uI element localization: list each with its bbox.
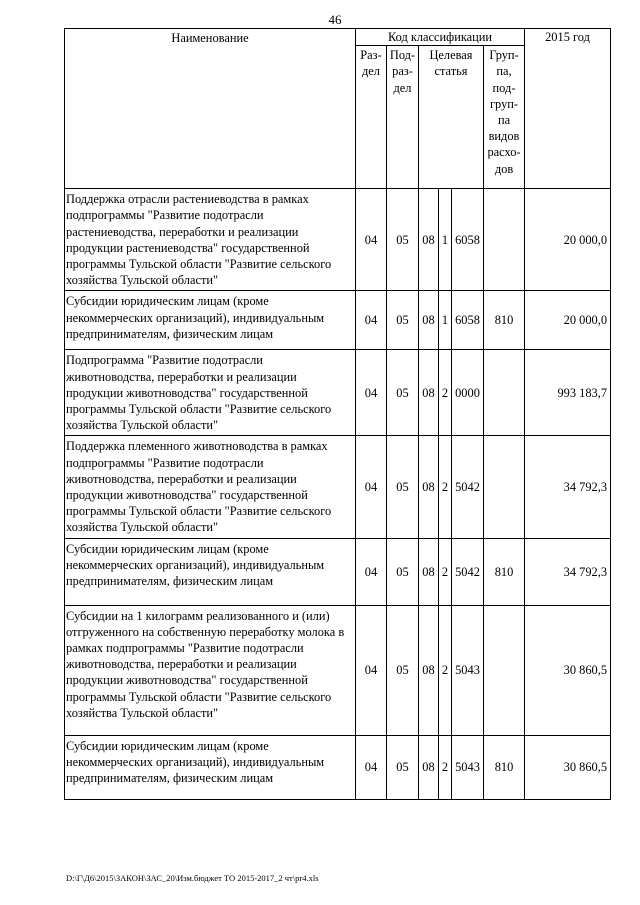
row-amount: 20 000,0 xyxy=(525,291,611,350)
row-target-direction: 6058 xyxy=(452,291,484,350)
budget-table xyxy=(64,28,611,800)
header-row-top xyxy=(65,29,611,46)
header-expense-group: Груп- па, под- груп- па видов расхо- дов xyxy=(484,46,525,189)
row-razdel: 04 xyxy=(356,291,387,350)
row-podrazdel: 05 xyxy=(387,538,419,605)
table-row xyxy=(65,436,611,538)
row-razdel: 04 xyxy=(356,189,387,291)
row-target-subprogram: 2 xyxy=(439,538,452,605)
row-amount: 20 000,0 xyxy=(525,189,611,291)
row-target-subprogram: 2 xyxy=(439,436,452,538)
row-target-subprogram: 2 xyxy=(439,350,452,436)
header-name: Наименование xyxy=(65,29,356,189)
header-target-article: Целевая статья xyxy=(419,46,484,189)
row-target-program: 08 xyxy=(419,350,439,436)
table-row xyxy=(65,189,611,291)
page-number: 46 xyxy=(328,12,342,27)
row-expense-group xyxy=(484,189,525,291)
row-target-subprogram: 1 xyxy=(439,189,452,291)
row-amount: 30 860,5 xyxy=(525,605,611,735)
row-podrazdel: 05 xyxy=(387,735,419,799)
row-name: Подпрограмма "Развитие подотрасли животноводства, переработки и реализации продукции животноводства" государственной программы Тульской области "Развитие сельского хозяйства Тульской области" xyxy=(65,350,356,436)
row-expense-group: 810 xyxy=(484,291,525,350)
row-target-program: 08 xyxy=(419,189,439,291)
row-amount: 993 183,7 xyxy=(525,350,611,436)
row-name: Субсидии юридическим лицам (кроме некоммерческих организаций), индивидуальным предпринимателям, физическим лицам xyxy=(65,735,356,799)
row-amount: 34 792,3 xyxy=(525,436,611,538)
row-target-subprogram: 2 xyxy=(439,735,452,799)
row-target-direction: 5042 xyxy=(452,436,484,538)
row-podrazdel: 05 xyxy=(387,350,419,436)
table-row xyxy=(65,735,611,799)
header-podrazdel: Под- раз- дел xyxy=(387,46,419,189)
header-razdel: Раз- дел xyxy=(356,46,387,189)
table-row xyxy=(65,350,611,436)
table-row xyxy=(65,291,611,350)
row-amount: 30 860,5 xyxy=(525,735,611,799)
row-name: Субсидии на 1 килограмм реализованного и (или) отгруженного на собственную переработку молока в рамках подпрограммы "Развитие подотрасли животноводства, переработки и реализации продукции животноводства" государственной программы Тульской области "Развитие сельского хозяйства Тульской области" xyxy=(65,605,356,735)
row-name: Субсидии юридическим лицам (кроме некоммерческих организаций), индивидуальным предпринимателям, физическим лицам xyxy=(65,538,356,605)
row-target-direction: 5043 xyxy=(452,605,484,735)
row-razdel: 04 xyxy=(356,605,387,735)
row-podrazdel: 05 xyxy=(387,436,419,538)
row-podrazdel: 05 xyxy=(387,605,419,735)
row-amount: 34 792,3 xyxy=(525,538,611,605)
row-target-direction: 6058 xyxy=(452,189,484,291)
row-target-direction: 5043 xyxy=(452,735,484,799)
table-row xyxy=(65,605,611,735)
row-target-subprogram: 2 xyxy=(439,605,452,735)
row-expense-group: 810 xyxy=(484,735,525,799)
table-row xyxy=(65,538,611,605)
row-razdel: 04 xyxy=(356,735,387,799)
row-podrazdel: 05 xyxy=(387,291,419,350)
row-target-direction: 0000 xyxy=(452,350,484,436)
header-classification-code: Код классификации xyxy=(356,29,525,46)
row-target-program: 08 xyxy=(419,538,439,605)
row-razdel: 04 xyxy=(356,538,387,605)
row-expense-group xyxy=(484,436,525,538)
row-expense-group xyxy=(484,350,525,436)
header-year: 2015 год xyxy=(525,29,611,189)
file-path-footer: D:\Г\Д6\2015\ЗАКОН\ЗАС_20\Изм.бюджет ТО 2015-2017_2 чт\pr4.xls xyxy=(66,873,319,883)
row-expense-group xyxy=(484,605,525,735)
row-name: Поддержка отрасли растениеводства в рамках подпрограммы "Развитие подотрасли растениеводства, переработки и реализации продукции растениеводства" государственной программы Тульской области "Развитие сельского хозяйства Тульской области" xyxy=(65,189,356,291)
row-target-program: 08 xyxy=(419,291,439,350)
row-expense-group: 810 xyxy=(484,538,525,605)
row-target-subprogram: 1 xyxy=(439,291,452,350)
row-target-program: 08 xyxy=(419,605,439,735)
row-target-program: 08 xyxy=(419,735,439,799)
row-razdel: 04 xyxy=(356,350,387,436)
row-target-program: 08 xyxy=(419,436,439,538)
row-target-direction: 5042 xyxy=(452,538,484,605)
row-name: Поддержка племенного животноводства в рамках подпрограммы "Развитие подотрасли животноводства, переработки и реализации продукции животноводства" государственной программы Тульской области "Развитие сельского хозяйства Тульской области" xyxy=(65,436,356,538)
row-name: Субсидии юридическим лицам (кроме некоммерческих организаций), индивидуальным предпринимателям, физическим лицам xyxy=(65,291,356,350)
row-podrazdel: 05 xyxy=(387,189,419,291)
row-razdel: 04 xyxy=(356,436,387,538)
